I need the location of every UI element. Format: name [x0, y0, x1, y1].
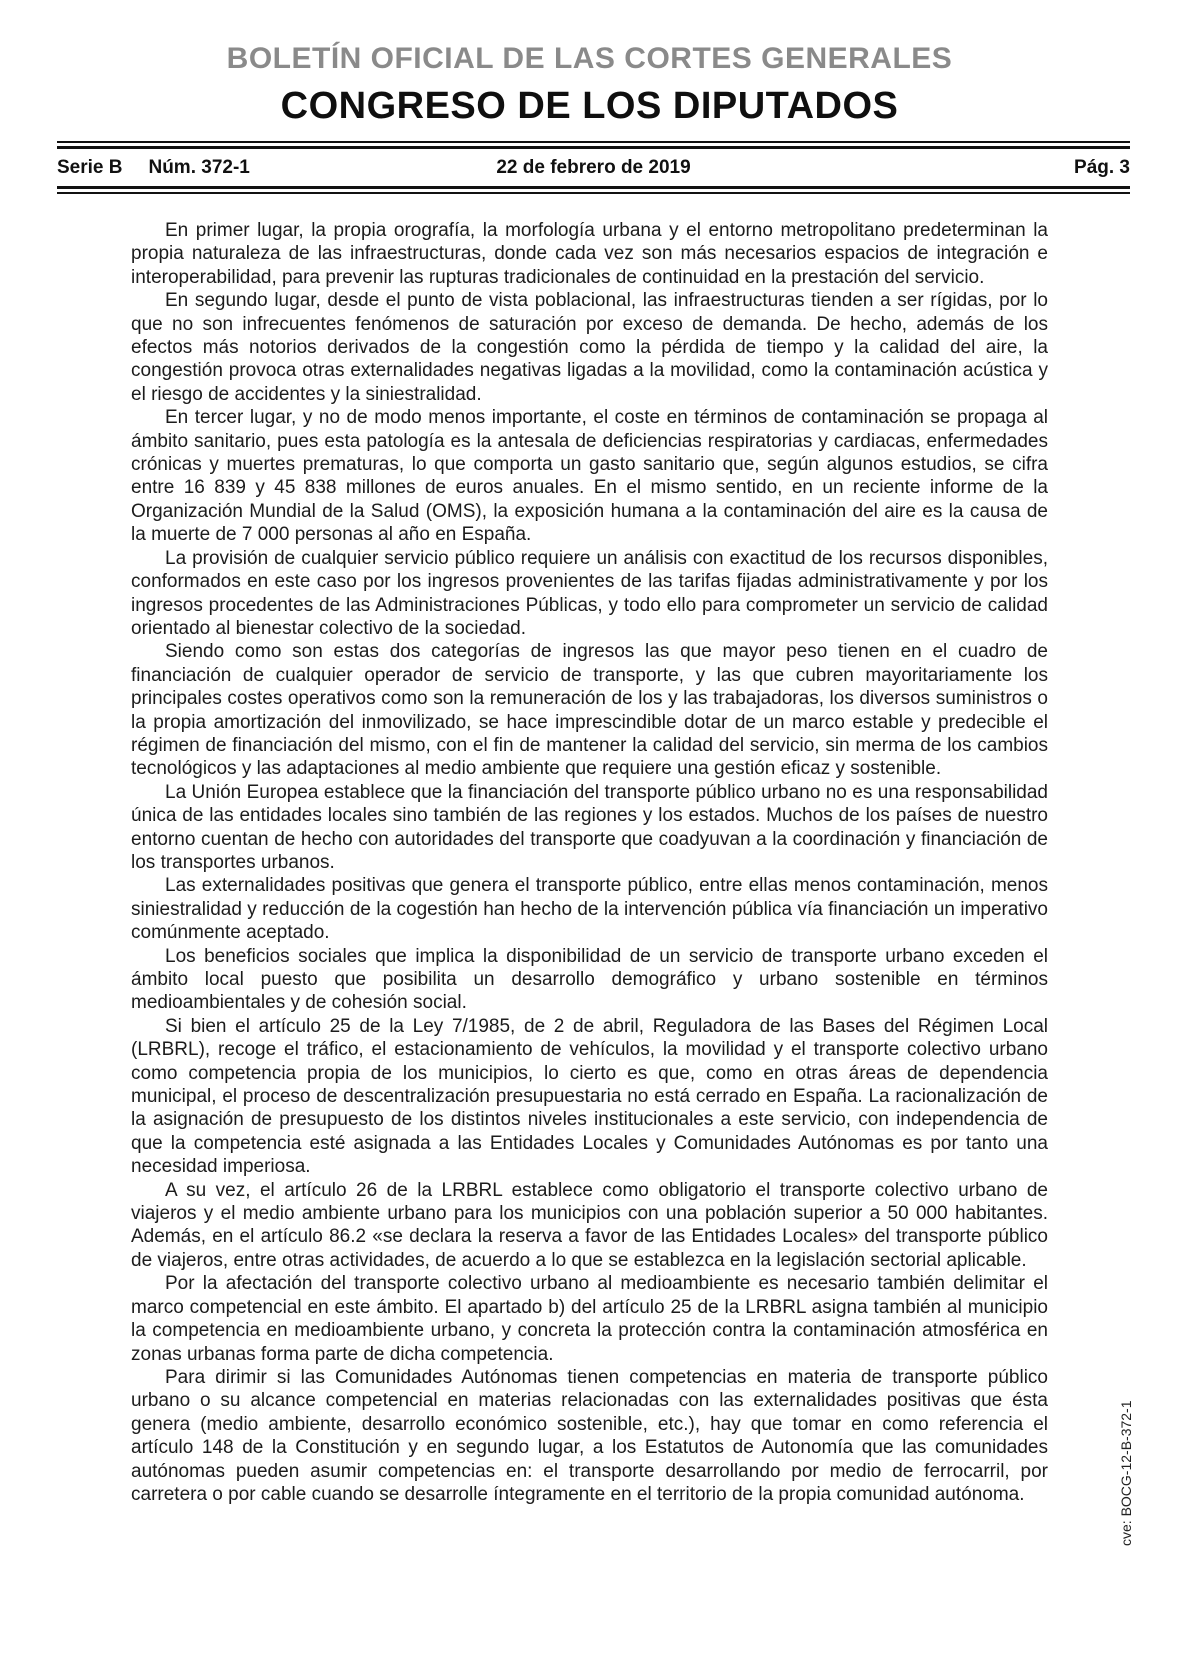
bulletin-title: BOLETÍN OFICIAL DE LAS CORTES GENERALES — [226, 42, 953, 75]
header-rule-top — [57, 141, 1130, 149]
rule-thin — [57, 192, 1130, 194]
paragraph: En segundo lugar, desde el punto de vista poblacional, las infraestructuras tienden a ser rígidas, por lo que no son infrecuentes fenómenos de saturación por exceso de demanda. De hecho, además de los efectos más notorios derivados de la congestión como la pérdida de tiempo y la calidad del aire, la congestión provoca otras externalidades negativas ligadas a la movilidad, como la contaminación acústica y el riesgo de accidentes y la siniestralidad. — [131, 290, 1048, 405]
header-rule-bottom — [57, 186, 1130, 194]
issue-meta-left — [57, 157, 496, 179]
cve-code: cve: BOCG-12-B-372-1 — [1118, 1400, 1134, 1546]
paragraph: A su vez, el artículo 26 de la LRBRL establece como obligatorio el transporte colectivo urbano de viajeros y el medio ambiente urbano para los municipios con una población superior a 50 000 habitantes. Además, en el artículo 86.2 «se declara la reserva a favor de las Entidades Locales» del transporte público de viajeros, entre otras actividades, de acuerdo a lo que se establezca en la legislación sectorial aplicable. — [131, 1179, 1048, 1271]
issue-date: 22 de febrero de 2019 — [496, 157, 691, 178]
serie-label: Serie B — [57, 157, 123, 178]
paragraph: Por la afectación del transporte colectivo urbano al medioambiente es necesario también delimitar el marco competencial en este ámbito. El apartado b) del artículo 25 de la LRBRL asigna también al municipio la competencia en medioambiente urbano, y concreta la protección contra la contaminación atmosférica en zonas urbanas forma parte de dicha competencia. — [131, 1273, 1048, 1365]
issue-number-label: Núm. 372-1 — [148, 157, 250, 178]
paragraph: La Unión Europea establece que la financiación del transporte público urbano no es una responsabilidad única de las entidades locales sino también de las regiones y los estados. Muchos de los países de nuestro entorno cuentan de hecho con autoridades del transporte que coadyuvan a la coordinación y financiación de los transportes urbanos. — [131, 781, 1048, 873]
paragraph: Para dirimir si las Comunidades Autónomas tienen competencias en materia de transporte público urbano o su alcance competencial en materias relacionadas con las externalidades positivas que ésta genera (medio ambiente, desarrollo económico sostenible, etc.), hay que tomar en como referencia el artículo 148 de la Constitución y en segundo lugar, a los Estatutos de Autonomía que las comunidades autónomas pueden asumir competencias en: el transporte desarrollando por medio de ferrocarril, por carretera o por cable cuando se desarrolle íntegramente en el territorio de la propia comunidad autónoma. — [131, 1366, 1048, 1505]
issue-meta-row — [57, 149, 1130, 186]
masthead — [0, 0, 1179, 128]
document-body — [131, 219, 1048, 1506]
paragraph: Los beneficios sociales que implica la disponibilidad de un servicio de transporte urbano exceden el ámbito local puesto que posibilita un desarrollo demográfico y urbano sostenible en términos medioambientales y de cohesión social. — [131, 945, 1048, 1014]
paragraph: Siendo como son estas dos categorías de ingresos las que mayor peso tienen en el cuadro de financiación de cualquier operador de servicio de transporte, y las que cubren mayoritariamente los principales costes operativos como son la remuneración de los y las trabajadoras, los diversos suministros o la propia amortización del inmovilizado, se hace imprescindible dotar de un marco estable y predecible el régimen de financiación del mismo, con el fin de mantener la calidad del servicio, sin merma de los cambios tecnológicos y las adaptaciones al medio ambiente que requiere una gestión eficaz y sostenible. — [131, 641, 1048, 780]
page-number: Pág. 3 — [1074, 157, 1131, 178]
paragraph: La provisión de cualquier servicio público requiere un análisis con exactitud de los recursos disponibles, conformados en este caso por los ingresos provenientes de las tarifas fijadas administrativamente y por los ingresos procedentes de las Administraciones Públicas, y todo ello para comprometer un servicio de calidad orientado al bienestar colectivo de la sociedad. — [131, 547, 1048, 639]
paragraph: En tercer lugar, y no de modo menos importante, el coste en términos de contaminación se propaga al ámbito sanitario, pues esta patología es la antesala de deficiencias respiratorias y cardiacas, enfermedades crónicas y muertes prematuras, lo que comporta un gasto sanitario que, según algunos estudios, se cifra entre 16 839 y 45 838 millones de euros anuales. En el mismo sentido, en un reciente informe de la Organización Mundial de la Salud (OMS), la exposición humana a la contaminación del aire es la causa de la muerte de 7 000 personas al año en España. — [131, 407, 1048, 546]
paragraph: Si bien el artículo 25 de la Ley 7/1985, de 2 de abril, Reguladora de las Bases del Régimen Local (LRBRL), recoge el tráfico, el estacionamiento de vehículos, la movilidad y el transporte colectivo urbano como competencia propia de los municipios, lo cierto es que, como en otras áreas de dependencia municipal, el proceso de descentralización presupuestaria no está cerrado en España. La racionalización de la asignación de presupuesto de los distintos niveles institucionales a este servicio, con independencia de que la competencia esté asignada a las Entidades Locales y Comunidades Autónomas es por tanto una necesidad imperiosa. — [131, 1015, 1048, 1178]
congress-title: CONGRESO DE LOS DIPUTADOS — [280, 85, 899, 127]
paragraph: En primer lugar, la propia orografía, la morfología urbana y el entorno metropolitano predeterminan la propia naturaleza de las infraestructuras, donde cada vez son más necesarios espacios de integración e interoperabilidad, para prevenir las rupturas tradicionales de continuidad en la prestación del servicio. — [131, 220, 1048, 288]
paragraph: Las externalidades positivas que genera el transporte público, entre ellas menos contaminación, menos siniestralidad y reducción de la cogestión han hecho de la intervención pública vía financiación un imperativo comúnmente aceptado. — [131, 875, 1048, 944]
